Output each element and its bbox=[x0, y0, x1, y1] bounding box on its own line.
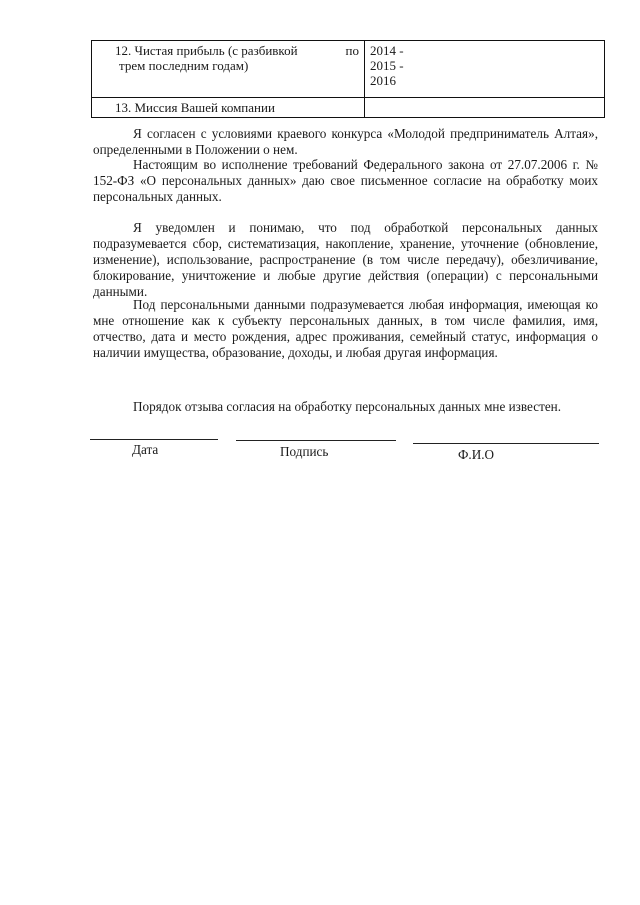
net-profit-label-cell bbox=[92, 41, 365, 98]
year-2016-label: 2016 bbox=[370, 73, 396, 88]
signature-line bbox=[236, 440, 396, 441]
processing-definition-paragraph: Я уведомлен и понимаю, что под обработкой персональных данных подразумевается сбор, систематизация, накопление, хранение, уточнение (обновление, изменение), использование, распространение (в том числе передачу), обезличивание, блокирование, уничтожение и любые другие действия (операции) с персональными данными. bbox=[93, 220, 598, 299]
full-name-label: Ф.И.О bbox=[458, 447, 495, 462]
date-signature-line bbox=[90, 439, 218, 440]
full-name-signature-line bbox=[413, 443, 599, 444]
net-profit-label-part2: по bbox=[345, 43, 359, 58]
net-profit-years-cell bbox=[365, 41, 605, 98]
revocation-paragraph: Порядок отзыва согласия на обработку персональных данных мне известен. bbox=[133, 399, 562, 414]
table-row-net-profit bbox=[92, 41, 605, 98]
consent-paragraph: Настоящим во исполнение требований Федерального закона от 27.07.2006 г. № 152-ФЗ «О персональных данных» даю свое письменное согласие на обработку моих персональных данных. bbox=[93, 157, 598, 204]
table-row-mission bbox=[92, 98, 605, 118]
date-label: Дата bbox=[132, 442, 159, 457]
application-table bbox=[91, 40, 605, 118]
personal-data-definition-paragraph: Под персональными данными подразумевается любая информация, имеющая ко мне отношение как к субъекту персональных данных, в том числе фамилия, имя, отчество, дата и место рождения, адрес проживания, семейный статус, информация о наличии имущества, образование, доходы, и любая другая информация. bbox=[93, 297, 598, 360]
signature-label: Подпись bbox=[280, 444, 329, 459]
net-profit-label-part1: 12. Чистая прибыль (с разбивкой bbox=[115, 43, 298, 58]
mission-label: 13. Миссия Вашей компании bbox=[115, 100, 275, 115]
mission-value-cell bbox=[365, 98, 605, 118]
net-profit-label-line2: трем последним годам) bbox=[119, 58, 249, 73]
mission-label-cell bbox=[92, 98, 365, 118]
year-2015-label: 2015 - bbox=[370, 58, 404, 73]
contest-agreement-paragraph: Я согласен с условиями краевого конкурса «Молодой предприниматель Алтая», определенными в Положении о нем. bbox=[93, 126, 598, 157]
year-2014-label: 2014 - bbox=[370, 43, 404, 58]
